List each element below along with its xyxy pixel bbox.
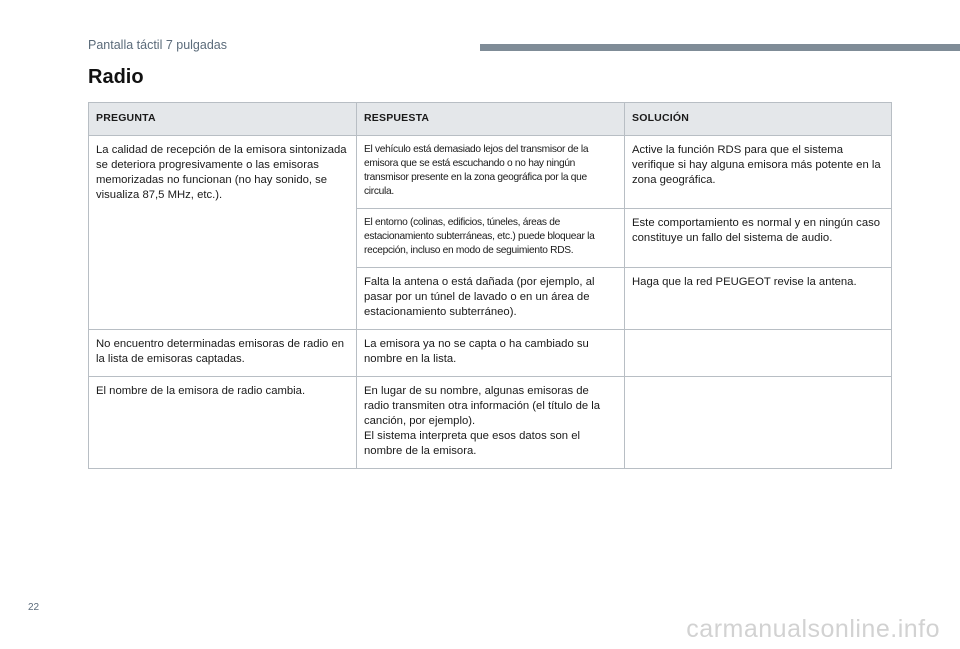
question-text: No encuentro determinadas emisoras de radio en la lista de emisoras captadas.	[96, 338, 345, 365]
answer-text: La emisora ya no se capta o ha cambiado su nombre en la lista.	[364, 338, 589, 365]
answer-text: En lugar de su nombre, algunas emisoras de radio transmiten otra información (el título de la canción, por ejemplo). El sistema interpreta que esos datos son el nombre de la emisora.	[364, 385, 601, 457]
table-row	[89, 377, 892, 469]
faq-table	[88, 102, 892, 469]
question-text: La calidad de recepción de la emisora sintonizada se deteriora progresivamente o las emisoras memorizadas no funcionan (no hay sonido, se visualiza 87,5 MHz, etc.).	[96, 144, 347, 201]
solution-text: Este comportamiento es normal y en ningún caso constituye un fallo del sistema de audio.	[632, 217, 881, 244]
answer-cell	[357, 209, 625, 268]
answer-cell	[357, 330, 625, 377]
column-header-question: PREGUNTA	[89, 103, 357, 136]
answer-text: El vehículo está demasiado lejos del transmisor de la emisora que se está escuchando o no hay ningún transmisor presente en la zona geográfica por la que circula.	[364, 144, 589, 197]
question-cell	[89, 377, 357, 469]
question-cell	[89, 330, 357, 377]
header-rule	[480, 44, 960, 51]
table-row	[89, 136, 892, 209]
answer-cell	[357, 377, 625, 469]
watermark: carmanualsonline.info	[686, 615, 940, 643]
answer-text: El entorno (colinas, edificios, túneles, áreas de estacionamiento subterráneas, etc.) puede bloquear la recepción, incluso en modo de seguimiento RDS.	[364, 217, 595, 256]
running-header: Pantalla táctil 7 pulgadas	[88, 38, 227, 52]
answer-cell	[357, 136, 625, 209]
solution-text: Active la función RDS para que el sistema verifique si hay alguna emisora más potente en la zona geográfica.	[632, 144, 881, 186]
solution-cell	[625, 330, 892, 377]
page-number: 22	[28, 602, 40, 613]
solution-cell	[625, 268, 892, 330]
solution-text: Haga que la red PEUGEOT revise la antena.	[632, 276, 857, 288]
solution-cell	[625, 377, 892, 469]
solution-cell	[625, 136, 892, 209]
column-header-solution: SOLUCIÓN	[625, 103, 892, 136]
page-title: Radio	[88, 66, 144, 88]
solution-cell	[625, 209, 892, 268]
answer-cell	[357, 268, 625, 330]
answer-text: Falta la antena o está dañada (por ejemplo, al pasar por un túnel de lavado o en un área de estacionamiento subterráneo).	[364, 276, 595, 318]
table-header-row	[89, 103, 892, 136]
question-text: El nombre de la emisora de radio cambia.	[96, 385, 306, 397]
column-header-answer: RESPUESTA	[357, 103, 625, 136]
table-row	[89, 330, 892, 377]
question-cell	[89, 136, 357, 330]
